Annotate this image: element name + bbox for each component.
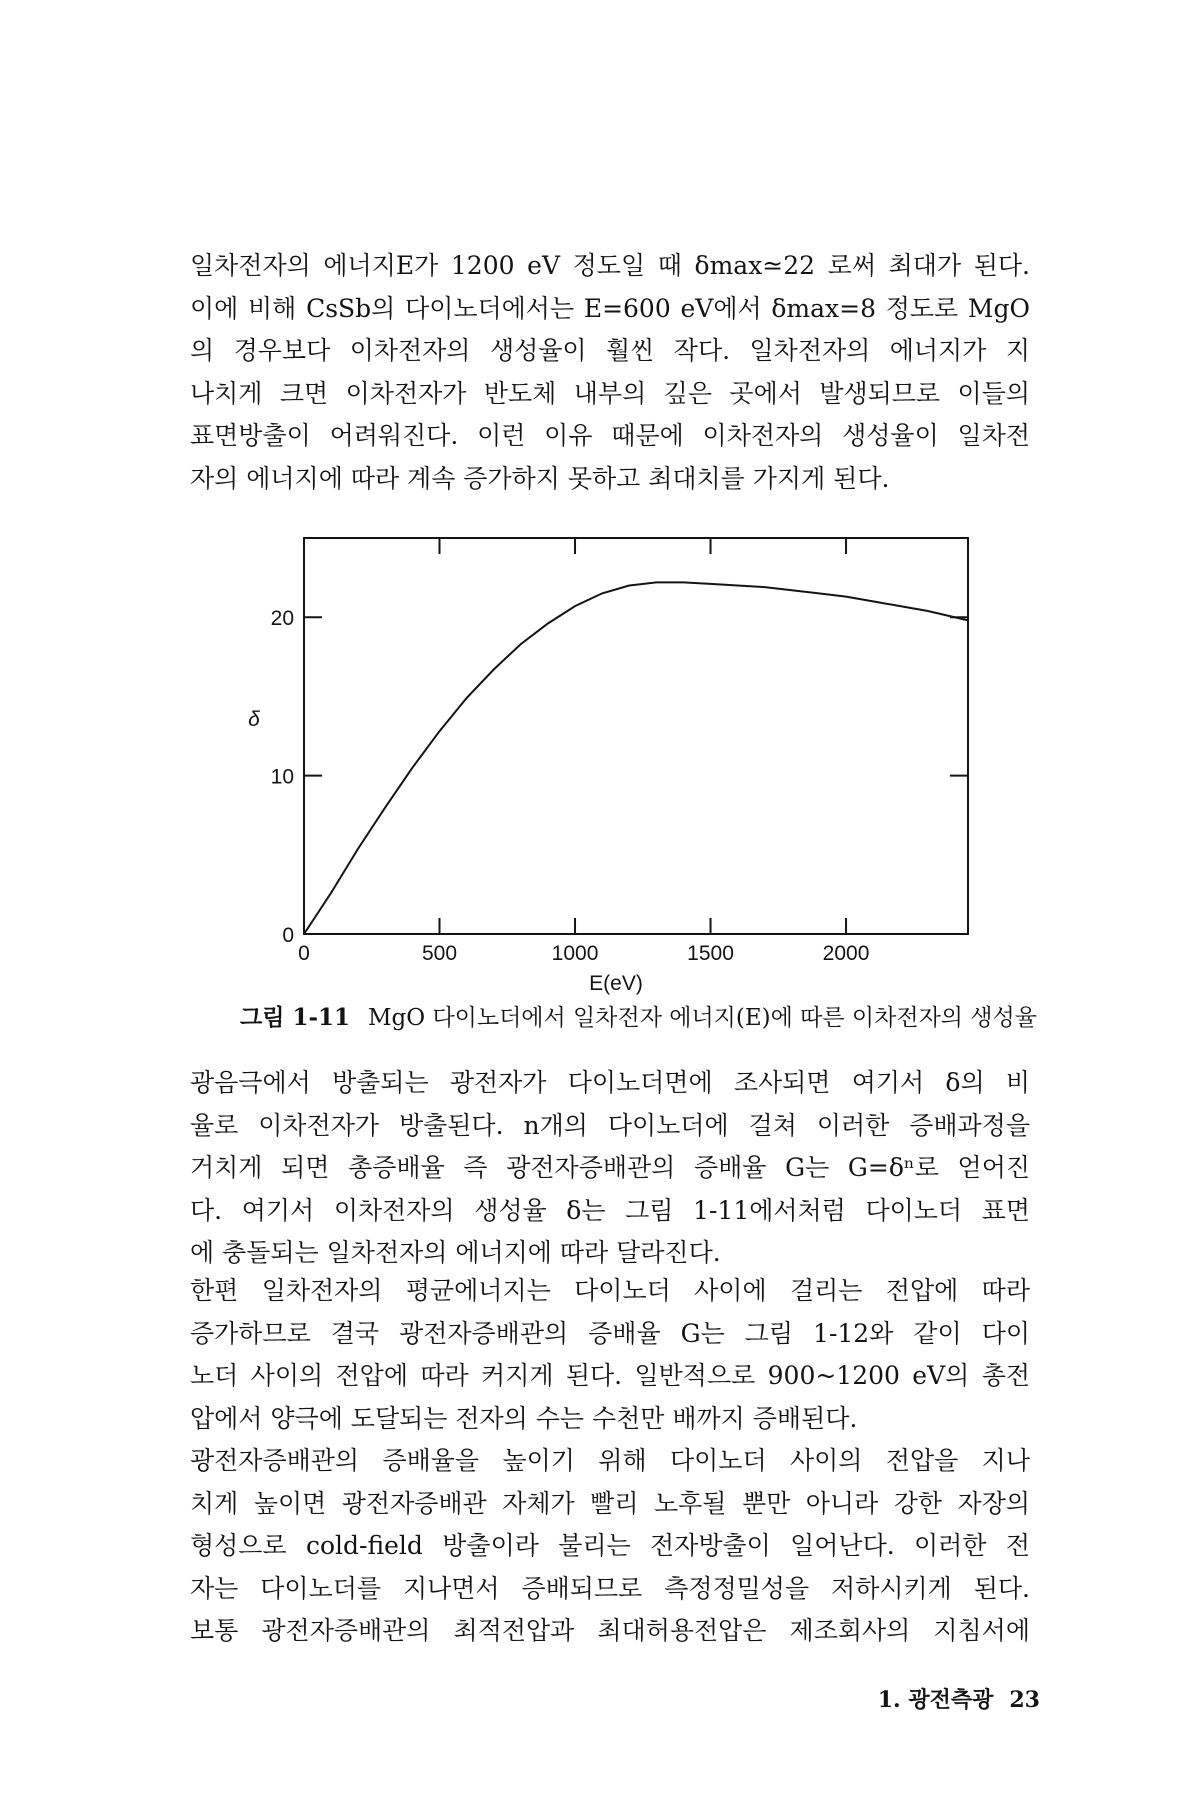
text-line: 증가하므로 결국 광전자증배관의 증배율 G는 그림 1-12와 같이 다이 <box>190 1318 1030 1348</box>
text-line: 이에 비해 CsSb의 다이노더에서는 E=600 eV에서 δmax=8 정도로 MgO <box>190 293 1030 323</box>
text-line: 노더 사이의 전압에 따라 커지게 된다. 일반적으로 900~1200 eV의 총전 <box>190 1361 1030 1390</box>
figure-1-11 <box>230 530 1030 1020</box>
text-line: 치게 높이면 광전자증배관 자체가 빨리 노후될 뿐만 아니라 강한 자장의 <box>190 1488 1030 1518</box>
x-tick-label: 1500 <box>687 942 734 965</box>
paragraph-3 <box>190 1270 1030 1440</box>
x-tick-label: 2000 <box>822 942 870 965</box>
text-line: 거치게 되면 총증배율 즉 광전자증배관의 증배율 G는 G=δⁿ로 얻어진 <box>190 1153 1030 1182</box>
x-tick-label: 500 <box>421 942 458 965</box>
figure-caption-text: MgO 다이노더에서 일차전자 에너지(E)에 따른 이차전자의 생성율 <box>368 1005 1037 1031</box>
y-tick-label: 20 <box>270 607 294 631</box>
text-line: 광음극에서 방출되는 광전자가 다이노더면에 조사되면 여기서 δ의 비 <box>190 1068 1030 1097</box>
figure-caption <box>240 999 1060 1032</box>
text-line: 광전자증배관의 증배율을 높이기 위해 다이노더 사이의 전압을 지나 <box>190 1446 1030 1475</box>
paragraph-1 <box>190 245 1030 500</box>
y-axis-label: δ <box>248 708 260 731</box>
text-line: 한편 일차전자의 평균에너지는 다이노더 사이에 걸리는 전압에 따라 <box>190 1276 1030 1305</box>
paragraph-4 <box>190 1440 1030 1653</box>
text-line: 의 경우보다 이차전자의 생성율이 훨씬 작다. 일차전자의 에너지가 지 <box>190 336 1030 365</box>
figure-caption-number: 그림 1-11 <box>240 1004 350 1031</box>
y-tick-label: 0 <box>282 924 294 947</box>
text-line: 나치게 크면 이차전자가 반도체 내부의 깊은 곳에서 발생되므로 이들의 <box>190 378 1030 408</box>
text-line: 일차전자의 에너지E가 1200 eV 정도일 때 δmax≃22 로써 최대가 된다. <box>190 251 1030 280</box>
series-line-mgo <box>304 582 968 934</box>
x-tick-label: 1000 <box>551 942 599 965</box>
page-number: 23 <box>1009 1687 1040 1713</box>
page-footer <box>870 1683 1040 1714</box>
y-tick-label: 10 <box>270 765 294 789</box>
x-axis-label: E(eV) <box>589 972 643 995</box>
plot-frame <box>304 538 968 934</box>
text-line: 다. 여기서 이차전자의 생성율 δ는 그림 1-11에서처럼 다이노더 표면 <box>190 1195 1030 1225</box>
text-line: 표면방출이 어려워진다. 이런 이유 때문에 이차전자의 생성율이 일차전 <box>190 421 1030 450</box>
paragraph-2 <box>190 1062 1030 1275</box>
text-line: 압에서 양극에 도달되는 전자의 수는 수천만 배까지 증배된다. <box>190 1403 858 1433</box>
running-section-title: 1. 광전측광 <box>877 1687 994 1713</box>
delta-vs-energy-chart <box>230 530 1030 1020</box>
text-line: 자는 다이노더를 지나면서 증배되므로 측정정밀성을 저하시키게 된다. <box>190 1573 1030 1603</box>
x-tick-label: 0 <box>298 942 310 965</box>
text-line: 에 충돌되는 일차전자의 에너지에 따라 달라진다. <box>190 1238 721 1267</box>
text-line: 보통 광전자증배관의 최적전압과 최대허용전압은 제조회사의 지침서에 <box>190 1616 1030 1645</box>
text-line: 형성으로 cold-field 방출이라 불리는 전자방출이 일어난다. 이러한 전 <box>190 1531 1030 1560</box>
text-line: 율로 이차전자가 방출된다. n개의 다이노더에 걸쳐 이러한 증배과정을 <box>190 1110 1030 1140</box>
text-line: 자의 에너지에 따라 계속 증가하지 못하고 최대치를 가지게 된다. <box>190 463 890 493</box>
